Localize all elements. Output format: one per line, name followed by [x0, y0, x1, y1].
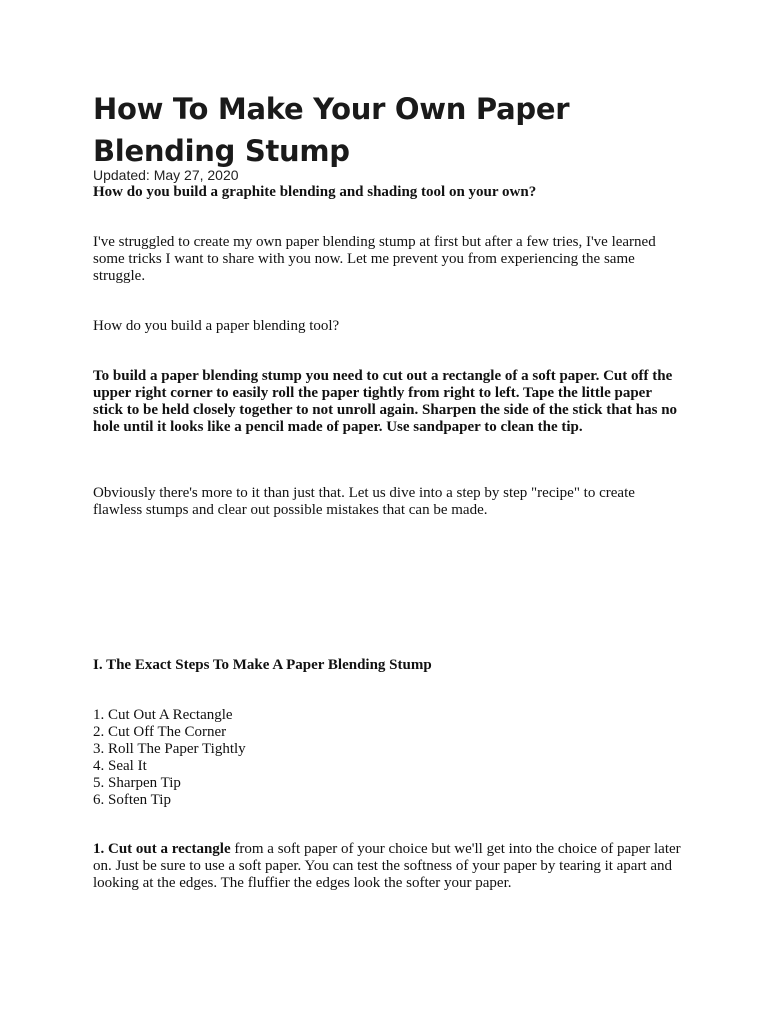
answer-paragraph: To build a paper blending stump you need to cut out a rectangle of a soft paper. Cut off the upper right corner to easily roll the paper tightly from right to left. Tape the little paper stick to be held closely together to not unroll again. Sharpen the side of the stick that has no hole until it looks like a pencil made of paper. Use sandpaper to clean the tip. [93, 368, 678, 435]
list-item: 5. Sharpen Tip [93, 775, 181, 791]
list-item: 1. Cut Out A Rectangle [93, 707, 233, 723]
step1-lead: 1. Cut out a rectangle [93, 841, 231, 857]
section-heading: I. The Exact Steps To Make A Paper Blending Stump [93, 657, 432, 673]
page-title: How To Make Your Own Paper Blending Stump [93, 92, 570, 168]
transition-paragraph: Obviously there's more to it than just that. Let us dive into a step by step "recipe" to create flawless stumps and clear out possible mistakes that can be made. [93, 485, 635, 518]
list-item: 6. Soften Tip [93, 792, 171, 808]
updated-date: Updated: May 27, 2020 [93, 167, 239, 183]
list-item: 3. Roll The Paper Tightly [93, 741, 246, 757]
question-paragraph: How do you build a paper blending tool? [93, 318, 340, 334]
list-item: 2. Cut Off The Corner [93, 724, 227, 740]
step1-paragraph [93, 841, 683, 892]
steps-list [93, 707, 683, 809]
list-item: 4. Seal It [93, 758, 147, 774]
intro-paragraph: I've struggled to create my own paper blending stump at first but after a few tries, I've learned some tricks I want to share with you now. Let me prevent you from experiencing the same struggle. [93, 234, 656, 284]
step1-text: from a soft paper of your choice but we'll get into the choice of paper later on. Just be sure to use a soft paper. You can test the softness of your paper by tearing it apart and looking at the edges. The fluffier the edges look the softer your paper. [93, 841, 681, 891]
question-heading: How do you build a graphite blending and shading tool on your own? [93, 184, 537, 200]
